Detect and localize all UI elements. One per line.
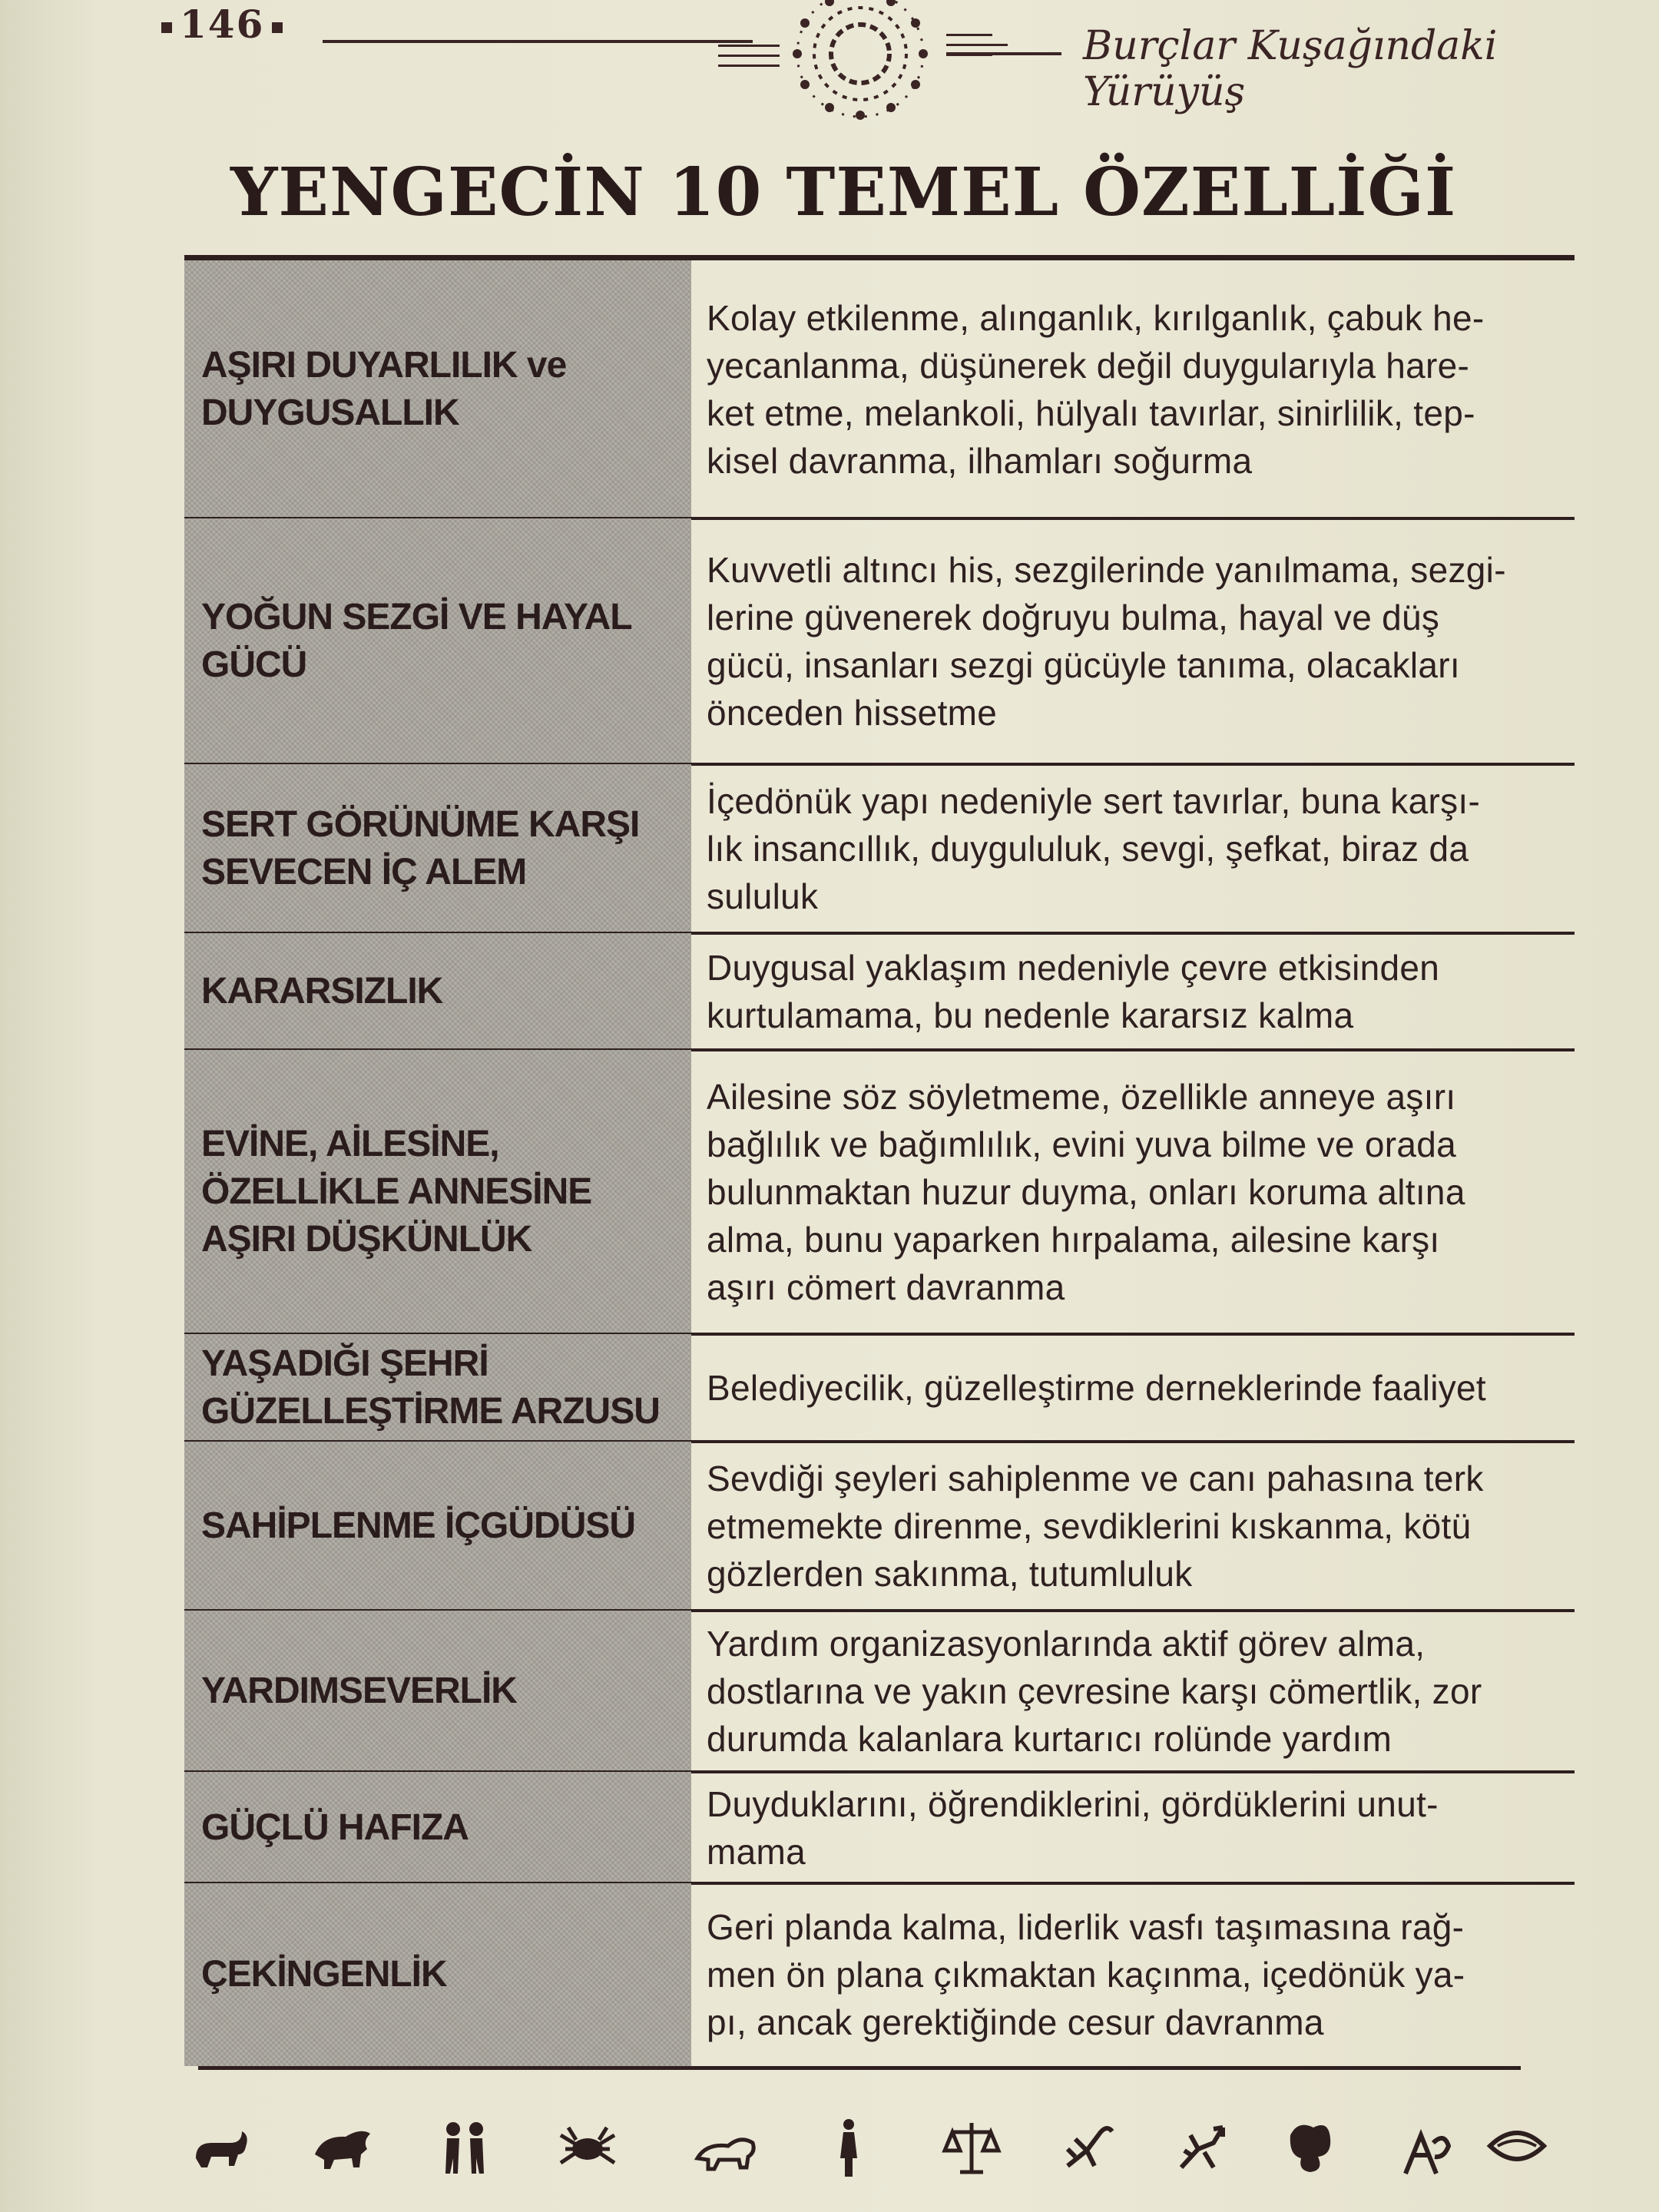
trait-description-cell (707, 1772, 1575, 1883)
trait-label: YAŞADIĞI ŞEHRİ GÜZELLEŞTİRME ARZUSU (201, 1343, 660, 1432)
capricorn-icon (1275, 2112, 1344, 2181)
header-rule (946, 52, 1061, 55)
trait-label: EVİNE, AİLESİNE, ÖZELLİKLE ANNESİNE AŞIRI DÜŞKÜNLÜK (201, 1124, 592, 1260)
trait-label-cell (184, 1611, 691, 1772)
trait-description-cell (707, 1883, 1575, 2066)
table-row (184, 518, 1575, 764)
libra-icon (937, 2112, 1006, 2181)
bullet-icon (161, 22, 172, 33)
bullet-icon (272, 22, 283, 33)
trait-description-cell (707, 764, 1575, 933)
table-row (184, 260, 1575, 518)
trait-label-cell (184, 1772, 691, 1883)
table-top-rule (184, 255, 1575, 260)
aries-icon (184, 2112, 253, 2181)
table-row (184, 1611, 1575, 1772)
zodiac-wheel-icon (776, 0, 945, 138)
trait-label: YARDIMSEVERLİK (201, 1671, 517, 1711)
pisces-icon (1482, 2112, 1551, 2181)
trait-label-cell (184, 1050, 691, 1334)
trait-description: İçedönük yapı nedeniyle sert tavırlar, buna karşı- lık insancıllık, duygululuk, sevgi, şefkat, biraz da sululuk (707, 781, 1481, 916)
table-row (184, 1050, 1575, 1334)
trait-description-cell (707, 1611, 1575, 1772)
leo-icon (691, 2112, 760, 2181)
virgo-icon (814, 2112, 883, 2181)
trait-description: Belediyecilik, güzelleştirme derneklerinde faaliyet (707, 1368, 1487, 1408)
trait-label-cell (184, 1334, 691, 1442)
trait-description: Yardım organizasyonlarında aktif görev alma, dostlarına ve yakın çevresine karşı cömertlik, zor durumda kalanlara kurtarıcı rolünde yardım (707, 1624, 1482, 1759)
scorpio-icon (1052, 2112, 1121, 2181)
trait-description: Duyduklarını, öğrendiklerini, gördüklerini unut- mama (707, 1783, 1439, 1872)
table-bottom-rule (198, 2066, 1521, 2070)
page-header (0, 0, 1659, 146)
cancer-icon (553, 2112, 622, 2181)
trait-description-cell (707, 1442, 1575, 1611)
trait-label: YOĞUN SEZGİ VE HAYAL GÜCÜ (201, 597, 632, 685)
trait-label: AŞIRI DUYARLILIK ve DUYGUSALLIK (201, 345, 567, 433)
trait-description: Ailesine söz söyletmeme, özellikle anneye aşırı bağlılık ve bağımlılık, evini yuva bilme ve orada bulunmaktan huzur duyma, onları koruma altına alma, bunu yaparken hırpalama, ailesine karşı aşırı cömert davranma (707, 1077, 1465, 1307)
table-row (184, 1772, 1575, 1883)
header-ornament-lines (718, 45, 780, 75)
page-number (154, 2, 290, 47)
page-title: YENGECİN 10 TEMEL ÖZELLİĞİ (230, 154, 1457, 231)
header-ornament-lines (946, 34, 1008, 64)
trait-label: GÜÇLÜ HAFIZA (201, 1806, 469, 1848)
trait-description-cell (707, 1050, 1575, 1334)
running-title: Burçlar Kuşağındaki Yürüyüş (1083, 23, 1498, 115)
aquarius-icon (1390, 2112, 1459, 2181)
trait-label: ÇEKİNGENLİK (201, 1954, 447, 1995)
trait-description: Kolay etkilenme, alınganlık, kırılganlık, çabuk he- yecanlanma, düşünerek değil duygularıyla hare- ket etme, melankoli, hülyalı tavırlar, sinirlilik, tep- kisel davranma, ilhamları soğurma (707, 298, 1485, 481)
zodiac-sign-strip (184, 2112, 1551, 2189)
trait-description: Kuvvetli altıncı his, sezgilerinde yanılmama, sezgi- lerine güvenerek doğruyu bulma, hayal ve düş gücü, insanları sezgi gücüyle tanıma, olacakları önceden hissetme (707, 550, 1506, 733)
trait-description-cell (707, 518, 1575, 764)
trait-label-cell (184, 1883, 691, 2066)
taurus-icon (307, 2112, 376, 2181)
trait-description: Geri planda kalma, liderlik vasfı taşımasına rağ- men ön plana çıkmaktan kaçınma, içedönük ya- pı, ancak gerektiğinde cesur davranma (707, 1907, 1465, 2042)
trait-description-cell (707, 933, 1575, 1050)
trait-label: SAHİPLENME İÇGÜDÜSÜ (201, 1505, 636, 1546)
gemini-icon (430, 2112, 499, 2181)
trait-label-cell (184, 933, 691, 1050)
trait-label-cell (184, 1442, 691, 1611)
header-rule (323, 40, 753, 43)
trait-label-cell (184, 764, 691, 933)
table-row (184, 1883, 1575, 2066)
table-row (184, 1442, 1575, 1611)
trait-label-cell (184, 518, 691, 764)
trait-label: SERT GÖRÜNÜME KARŞI SEVECEN İÇ ALEM (201, 804, 640, 892)
trait-description: Duygusal yaklaşım nedeniyle çevre etkisinden kurtulamama, bu nedenle kararsız kalma (707, 948, 1440, 1035)
trait-description: Sevdiği şeyleri sahiplenme ve canı pahasına terk etmemekte direnme, sevdiklerini kıskanma, kötü gözlerden sakınma, tutumluluk (707, 1459, 1484, 1594)
table-row (184, 933, 1575, 1050)
table-row (184, 764, 1575, 933)
page-number-text: 146 (180, 2, 265, 47)
table-row (184, 1334, 1575, 1442)
trait-description-cell (707, 260, 1575, 518)
sagittarius-icon (1167, 2112, 1237, 2181)
trait-description-cell (707, 1334, 1575, 1442)
trait-label: KARARSIZLIK (201, 971, 443, 1012)
trait-label-cell (184, 260, 691, 518)
